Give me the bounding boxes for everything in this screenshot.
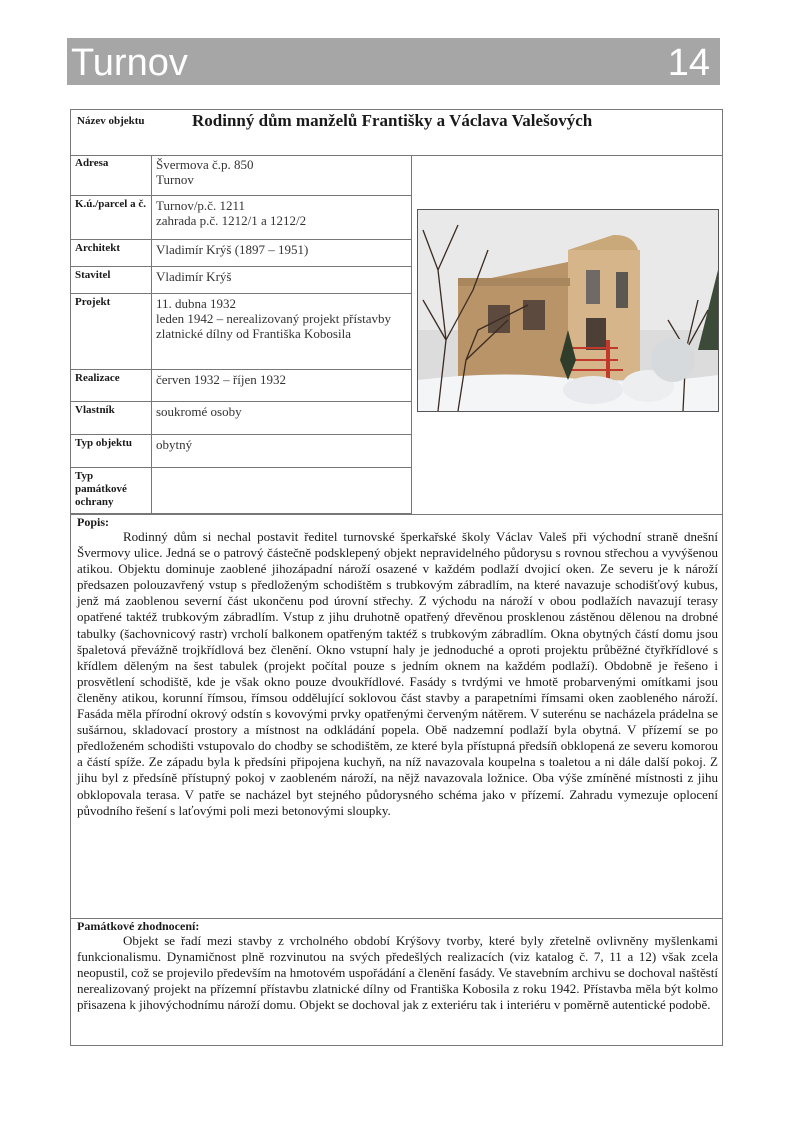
- info-value: Vladimír Krýš (1897 – 1951): [152, 239, 412, 266]
- info-row-vlastnik: [71, 401, 412, 434]
- zhodnoceni-text: Objekt se řadí mezi stavby z vrcholného období Krýšovy tvorby, které byly zřetelně ovlivněny myšlenkami funkcionalismu. Dynamičnost plně rozvinutou na svých předešlých realizacích (viz katalog č. 7, 11 a 12) však zcela neopustil, což se projevilo především na hmotovém uspořádání a členění fasády. Ve stavebním archivu se dochoval naštěstí nerealizovaný projekt na přízemní přístavbu zlatnické dílny od Františka Kobosila z roku 1942. Přístavba měla být kolmo přisazena k jihovýchodnímu nároží domu. Objekt se dochoval jak z exteriéru tak i interiéru v poměrně autentické podobě.: [77, 933, 718, 1013]
- info-label: K.ú./parcel a č.: [71, 195, 152, 239]
- info-row-stavitel: [71, 266, 412, 293]
- header-bar: [67, 38, 720, 85]
- info-value: Švermova č.p. 850 Turnov: [152, 155, 412, 195]
- object-sheet: [70, 109, 723, 1046]
- info-row-projekt: [71, 293, 412, 369]
- info-value: 11. dubna 1932 leden 1942 – nerealizovaný projekt přístavby zlatnické dílny od Františka Kobosila: [152, 293, 412, 369]
- info-value: Turnov/p.č. 1211 zahrada p.č. 1212/1 a 1212/2: [152, 195, 412, 239]
- info-label: Vlastník: [71, 401, 152, 434]
- info-row-adresa: [71, 155, 412, 195]
- info-row-parcel: [71, 195, 412, 239]
- info-row-realizace: [71, 369, 412, 401]
- info-row-ochrana: [71, 467, 412, 513]
- info-value: červen 1932 – říjen 1932: [152, 369, 412, 401]
- info-label: Architekt: [71, 239, 152, 266]
- object-name-row: [71, 110, 722, 156]
- page-title: Turnov: [71, 42, 188, 84]
- info-row-typ-objektu: [71, 434, 412, 467]
- info-row-architekt: [71, 239, 412, 266]
- info-value: obytný: [152, 434, 412, 467]
- info-label: Realizace: [71, 369, 152, 401]
- object-name-label: Název objektu: [77, 115, 145, 127]
- object-name: Rodinný dům manželů Františky a Václava Valešových: [192, 111, 593, 130]
- info-value: [152, 467, 412, 513]
- info-value: soukromé osoby: [152, 401, 412, 434]
- zhodnoceni-section: [71, 918, 722, 1013]
- page-number: 14: [667, 42, 710, 84]
- info-label: Adresa: [71, 155, 152, 195]
- popis-text: Rodinný dům si nechal postavit ředitel turnovské šperkařské školy Václav Valeš při východní straně dnešní Švermovy ulice. Jedná se o patrový částečně podsklepený objekt nepravidelného půdorysu s rovnou střechou a vyvýšenou atikou. Objektu dominuje zaoblené jihozápadní nároží osazené v každém podlaží dvojicí oken. Ze severu je k nároží předsazen polouzavřený vstup s předloženým schodištěm s trubkovým zábradlím, na které navazuje schodišťový kubus, jenž má zaoblenou severní část ukončenu pod úrovní střechy. Z východu na nároží v obou podlažích navazují terasy opatřené taktéž trubkovým zábradlím. Vstup z jihu druhotně opatřený dřevěnou prosklenou zástěnou dělenou na drobné tabulky (šachovnicový rastr) vrcholí balkonem opatřeným taktéž s trubkovým zábradlím. Okna obytných částí domu jsou špaletová převážně trojkřídlová bez členění. Okno vstupní haly je jednoduché a oproti projektu průběžné čtyřkřídlové s křídlem děleným na šest tabulek (projekt počítal pouze s jedním oknem na každém podlaží). Obdobně je řešeno i prosvětlení schodiště, kde je však okno pouze dvoukřídlové. Fasády s tvrdými ve hmotě probarvenými omítkami jsou členěny atikou, korunní římsou, římsou oddělující soklovou část stavby a parapetními římsami oken zaobleného nároží. Fasáda měla přírodní okrový odstín s kovovými prvky opatřenými červeným nátěrem. V suterénu se nacházela prádelna se sušárnou, skladovací prostory a místnost na odkládání popela. Obě nadzemní podlaží byla obytná. V přízemí se po předloženém schodišti vstupovalo do chodby se schodištěm, ze které byla přístupná předsíň obklopená ze severu komorou a částí spíže. Ze západu byla k předsíni připojena kuchyň, na níž navazovala koupelna s toaletou a ni dále další pokoj. Z jihu byl z předsíně přístupný pokoj v zaobleném nároží, na nějž navazovala ložnice. Oba výše zmíněné místnosti z jihu obklopovala terasa. V patře se nacházel byt stejného půdorysného schéma jako v přízemí. Zahradu vymezuje oplocení původního řešení s laťovými poli mezi betonovými sloupky.: [77, 529, 718, 818]
- popis-section: [71, 514, 722, 919]
- info-label: Stavitel: [71, 266, 152, 293]
- info-label: Typ památkové ochrany: [71, 467, 152, 513]
- info-label: Projekt: [71, 293, 152, 369]
- zhodnoceni-title: Památkové zhodnocení:: [77, 919, 200, 933]
- info-label: Typ objektu: [71, 434, 152, 467]
- info-table: [71, 155, 412, 514]
- building-photo: [417, 209, 719, 412]
- popis-title: Popis:: [77, 515, 110, 529]
- building-photo-image: [418, 210, 718, 411]
- info-value: Vladimír Krýš: [152, 266, 412, 293]
